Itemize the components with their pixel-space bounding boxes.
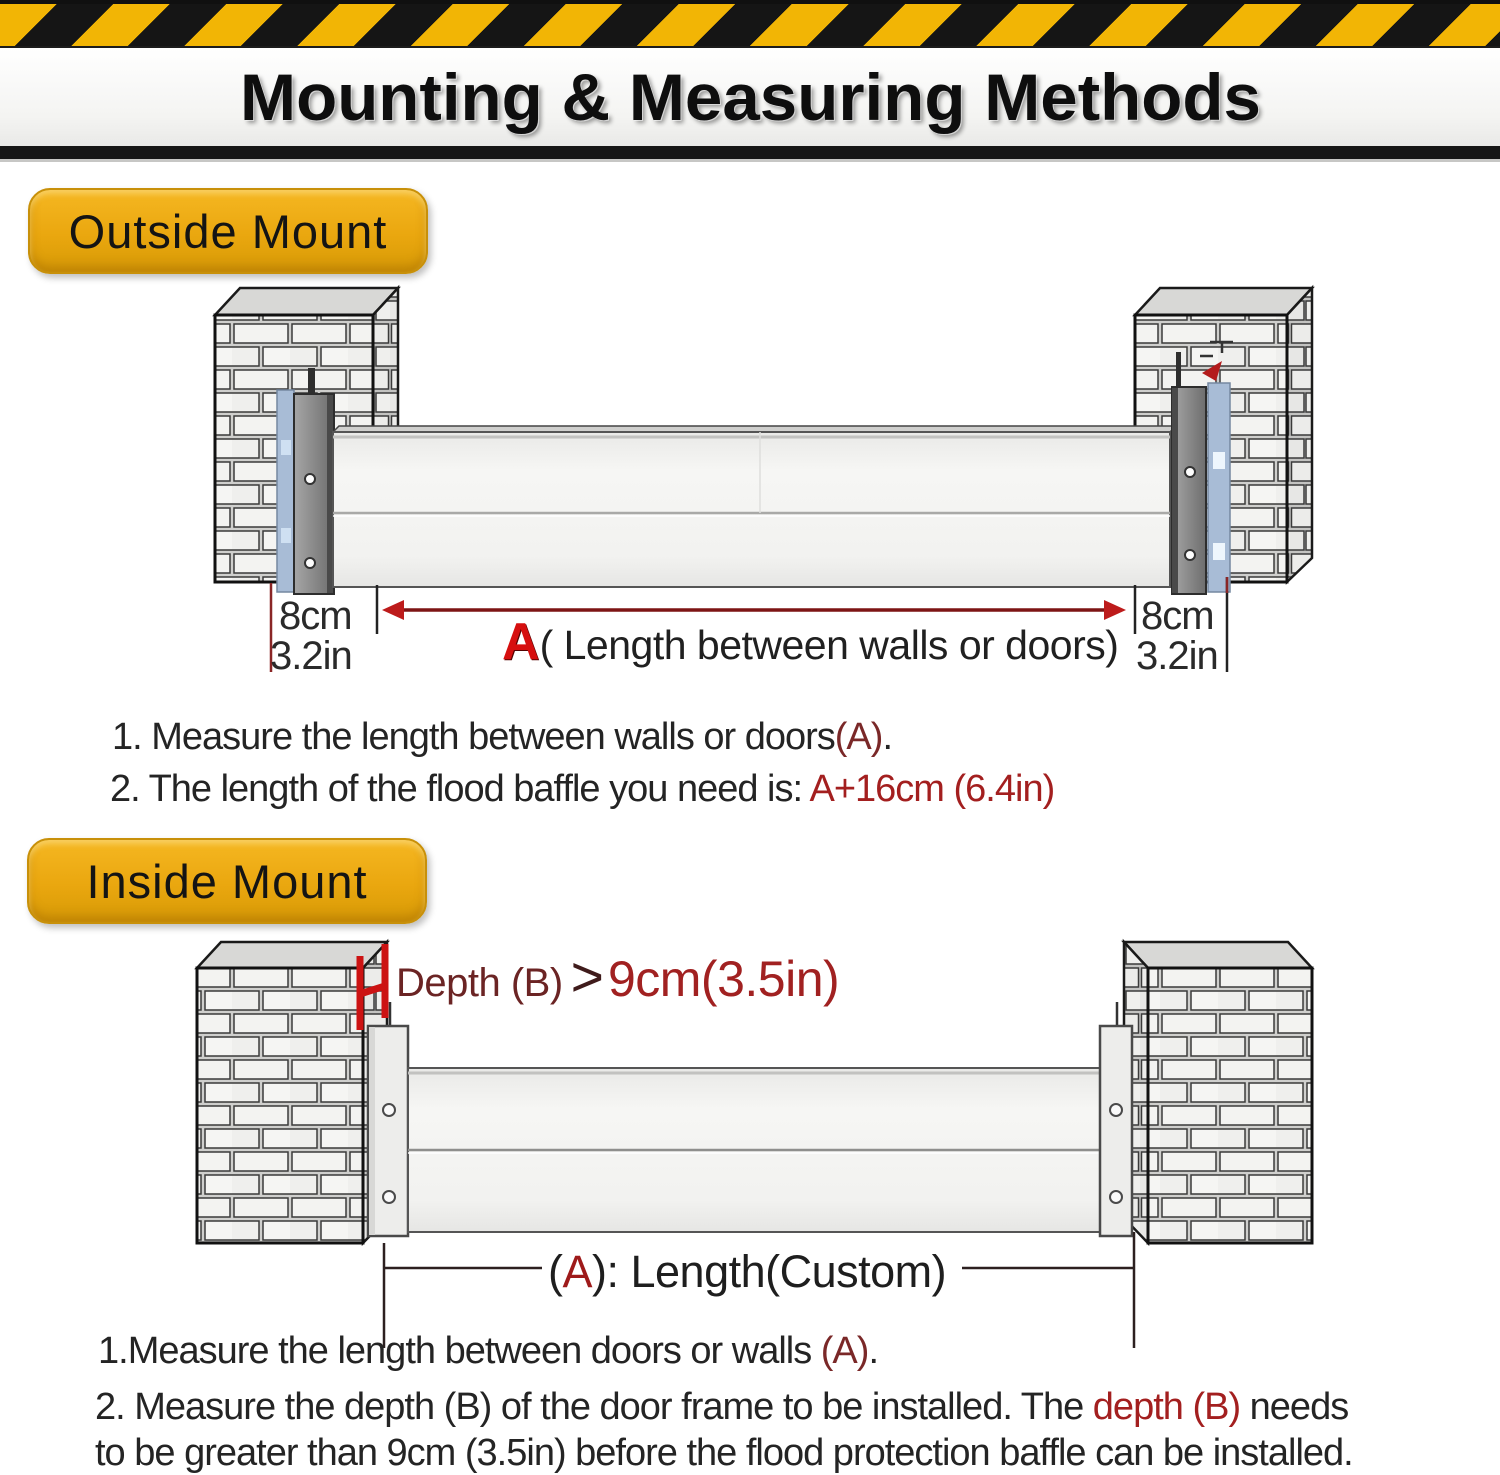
inside-step-2-line2: to be greater than 9cm (3.5in) before the flood protection baffle can be installed. [95, 1432, 1353, 1475]
inside-mount-badge-label: Inside Mount [86, 854, 368, 908]
greater-than-sign: > [570, 945, 604, 1009]
left-seal-strip [277, 390, 294, 592]
screw-hole [1185, 550, 1195, 560]
outside-dim-right-cm: 8cm [1141, 594, 1214, 638]
outside-mount-badge [28, 188, 428, 274]
inside-left-bracket [368, 1002, 408, 1236]
length-a-annotation [502, 612, 1118, 672]
page-title: Mounting & Measuring Methods [239, 60, 1261, 134]
left-mount-bracket [294, 368, 334, 594]
hazard-stripe-banner [0, 0, 1500, 48]
outside-mount-badge-label: Outside Mount [68, 204, 388, 258]
screw-hole [1110, 1104, 1122, 1116]
inside-right-bracket [1100, 1002, 1132, 1236]
inside-right-pillar [1124, 942, 1312, 1243]
title-band [0, 48, 1500, 146]
screw-hole [1185, 467, 1195, 477]
length-a-letter: A [562, 1246, 593, 1297]
outside-dim-left-in: 3.2in [270, 634, 352, 678]
right-mount-bracket [1172, 352, 1206, 594]
right-seal-strip [1208, 383, 1230, 592]
outside-dim-left-cm: 8cm [279, 594, 352, 638]
depth-b-annotation [396, 944, 839, 1010]
inside-step-1: 1.Measure the length between doors or walls (A). [98, 1330, 878, 1372]
screw-hole [305, 558, 315, 568]
length-a-letter: A [502, 613, 540, 671]
depth-b-value: 9cm(3.5in) [607, 951, 840, 1007]
length-a-text: ( Length between walls or doors) [539, 622, 1119, 668]
outside-step-2: 2. The length of the flood baffle you need is: A+16cm (6.4in) [110, 768, 1055, 810]
screw-hole [305, 474, 315, 484]
length-custom-annotation: ( A ): Length(Custom) [548, 1246, 947, 1297]
inside-step-2: 2. Measure the depth (B) of the door frame to be installed. The depth (B) needs to be greater than 9cm (3.5in) before the flood protection baffle can be installed. [95, 1386, 1353, 1475]
header-divider-bar [0, 146, 1500, 162]
outside-step-1: 1. Measure the length between walls or doors(A). [112, 716, 892, 758]
screw-hole [383, 1191, 395, 1203]
screw-hole [383, 1104, 395, 1116]
outside-dim-right-in: 3.2in [1136, 634, 1218, 678]
inside-flood-barrier-panel [408, 1068, 1100, 1232]
depth-b-text: Depth (B) [396, 961, 563, 1005]
screw-hole [1110, 1191, 1122, 1203]
inside-mount-badge [27, 838, 427, 924]
flood-barrier-panel [333, 426, 1176, 587]
